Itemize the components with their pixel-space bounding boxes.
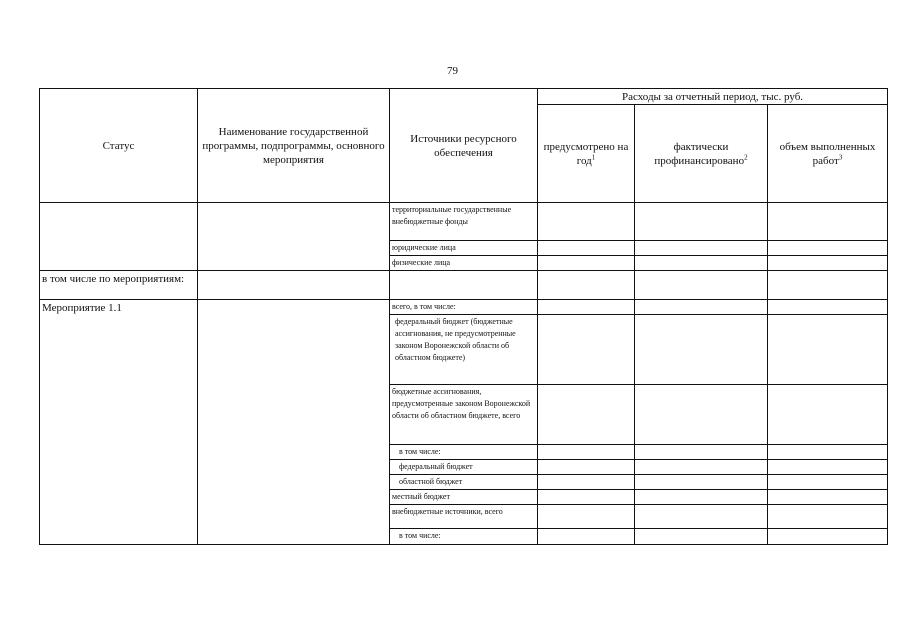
status-cell-empty: [40, 203, 198, 271]
header-planned: предусмотрено на год$^1$: [538, 105, 635, 203]
footnote-3: 3: [838, 152, 843, 161]
measure-name-empty: [198, 300, 390, 545]
table-row: [40, 300, 888, 315]
name-cell-empty: [198, 203, 390, 271]
header-financed: фактически профинансировано$^2$: [635, 105, 768, 203]
header-name: Наименование государственной программы, подпрограммы, основного мероприятия: [198, 89, 390, 203]
measure-status: Мероприятие 1.1: [40, 300, 198, 545]
table-row: [40, 271, 888, 300]
source-local-budget: местный бюджет: [390, 490, 538, 505]
header-sources: Источники ресурсного обеспечения: [390, 89, 538, 203]
expenses-table: [39, 88, 888, 545]
source-regional-budget: областной бюджет: [390, 475, 538, 490]
source-individuals: физические лица: [390, 256, 538, 271]
source-federal-not-provided: федеральный бюджет (бюджетные ассигнования, не предусмотренные законом Воронежской области об областном бюджете): [390, 315, 538, 385]
source-federal-budget: федеральный бюджет: [390, 460, 538, 475]
header-expenses: Расходы за отчетный период, тыс. руб.: [538, 89, 888, 105]
header-completed: объем выполненных работ$^3$: [768, 105, 888, 203]
source-provided-total: бюджетные ассигнования, предусмотренные законом Воронежской области об областном бюджете, всего: [390, 385, 538, 445]
source-legal-entities: юридические лица: [390, 241, 538, 256]
page-number: 79: [447, 65, 458, 77]
source-total: всего, в том числе:: [390, 300, 538, 315]
source-including-last: в том числе:: [390, 529, 538, 545]
including-measures-label: в том числе по мероприятиям:: [40, 271, 198, 300]
table-row: [40, 203, 888, 241]
header-status: Статус: [40, 89, 198, 203]
source-territorial-funds: территориальные государственные внебюджетные фонды: [390, 203, 538, 241]
source-extrabudgetary-total: внебюджетные источники, всего: [390, 505, 538, 529]
footnote-1: 1: [591, 152, 596, 161]
source-including: в том числе:: [390, 445, 538, 460]
footnote-2: 2: [744, 152, 748, 161]
